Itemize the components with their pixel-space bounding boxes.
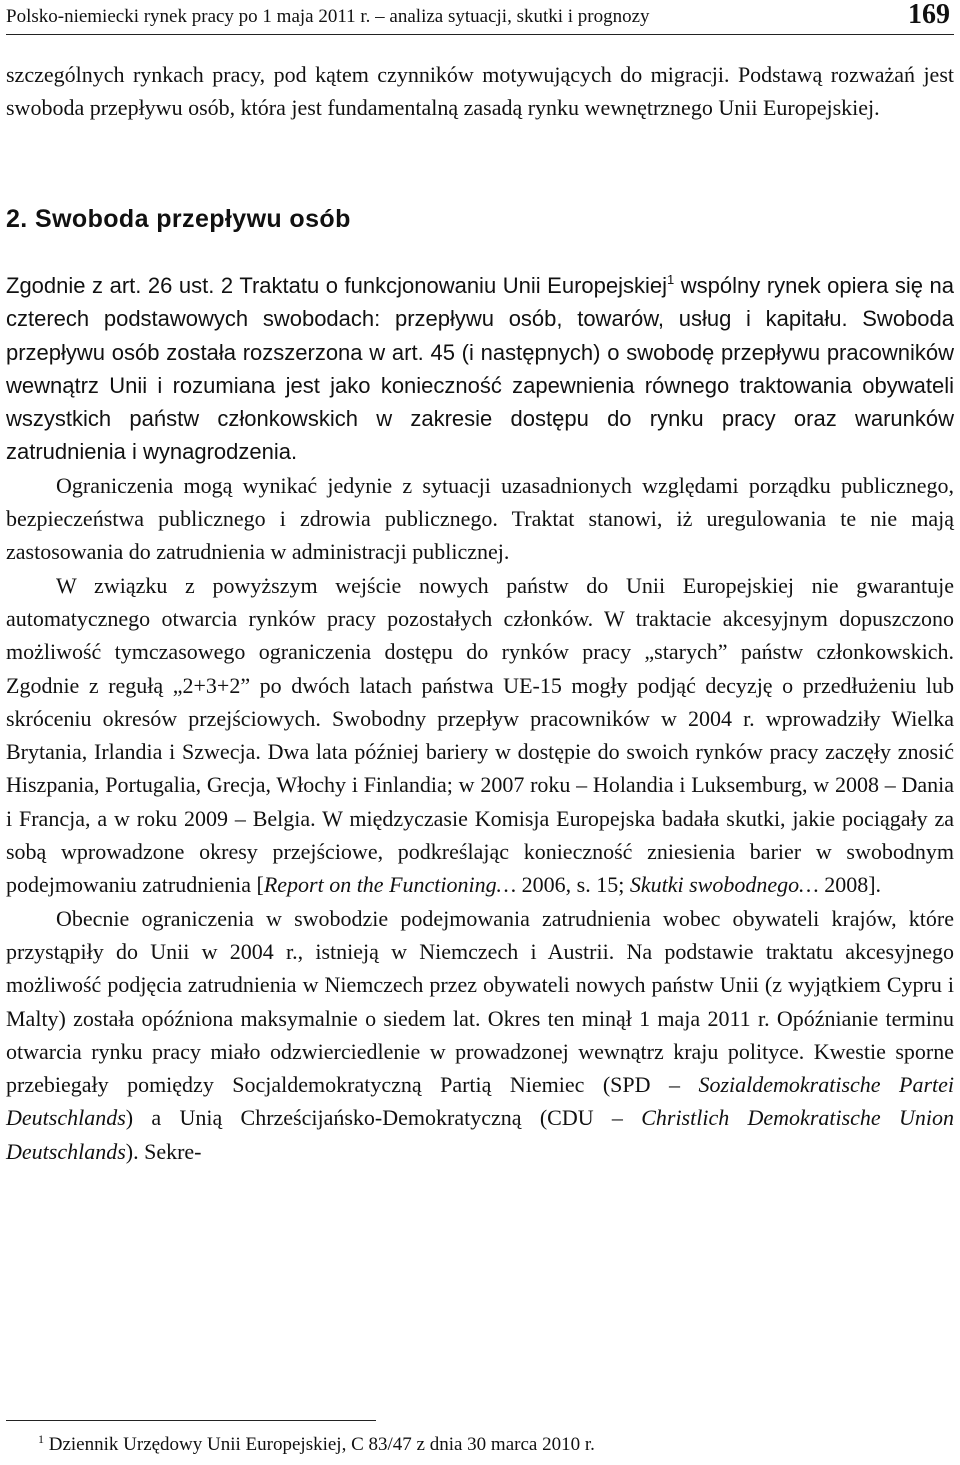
citation-skutki: Skutki swobodnego… — [629, 872, 819, 898]
footnote — [38, 1432, 938, 1458]
footnote-marker: 1 — [38, 1432, 44, 1446]
section-heading: 2. Swoboda przepływu osób — [6, 205, 351, 233]
running-title: Polsko-niemiecki rynek pracy po 1 maja 2011 r. – analiza sytuacji, skutki i prognozy — [6, 6, 650, 27]
intro-paragraph-block — [6, 58, 954, 125]
page-header — [6, 0, 954, 35]
footnote-ref: 1 — [667, 272, 675, 287]
paragraph-2: Ograniczenia mogą wynikać jedynie z sytuacji uzasadnionych względami porządku publicznego, bezpieczeństwa publicznego i zdrowia publicznego. Traktat stanowi, iż uregulowania te nie mają zastosowania do zatrudnienia w administracji publicznej. — [6, 472, 954, 565]
footnote-text: Dziennik Urzędowy Unii Europejskiej, C 83/47 z dnia 30 marca 2010 r. — [44, 1434, 595, 1455]
citation-report: Report on the Functioning… — [263, 872, 517, 898]
intro-paragraph: szczególnych rynkach pracy, pod kątem czynników motywujących do migracji. Podstawą rozważań jest swoboda przepływu osób, która jest fundamentalną zasadą rynku wewnętrznego Unii Europejskiej. — [6, 62, 954, 121]
paragraph-1: Zgodnie z art. 26 ust. 2 Traktatu o funkcjonowaniu Unii Europejskiej$^1$ wspólny rynek opiera się na czterech podstawowych swobodach: przepływu osób, towarów, usług i kapitału. Swoboda przepływu osób została rozszerzona w art. 45 (i następnych) o swobodę przepływu pracowników wewnątrz Unii i rozumiana jest jako konieczność zapewnienia równego traktowania obywateli wszystkich państw członkowskich w zakresie dostępu do rynku pracy oraz warunków zatrudnienia i wynagrodzenia. — [6, 272, 954, 465]
section-body — [6, 269, 954, 1168]
page-number: 169 — [908, 0, 950, 30]
cdu-full-name: Christlich Demokratische Union Deutschlands — [6, 1105, 954, 1164]
paragraph-3: W związku z powyższym wejście nowych państw do Unii Europejskiej nie gwarantuje automatycznego otwarcia rynków pracy pozostałych członków. W traktacie akcesyjnym dopuszczono możliwość tymczasowego ograniczenia dostępu do rynków pracy „starych” państw członkowskich. Zgodnie z regułą „2+3+2” po dwóch latach państwa UE-15 mogły podjąć decyzję o przedłużeniu lub skróceniu okresów przejściowych. Swobodny przepływ pracowników w 2004 r. wprowadziły Wielka Brytania, Irlandia i Szwecja. Dwa lata później bariery w dostępie do swoich rynków pracy zaczęły znosić Hiszpania, Portugalia, Grecja, Włochy i Finlandia; w 2007 roku – Holandia i Luksemburg, w 2008 – Dania i Francja, a w roku 2009 – Belgia. W międzyczasie Komisja Europejska badała skutki, jakie pociągały za sobą wprowadzone okresy przejściowe, podkreślając konieczność zniesienia barier w swobodnym podejmowaniu zatrudnienia [Report on the Functioning… 2006, s. 15; Skutki swobodnego… 2008]. — [6, 572, 954, 898]
paragraph-4: Obecnie ograniczenia w swobodzie podejmowania zatrudnienia wobec obywateli krajów, które przystąpiły do Unii w 2004 r., istnieją w Niemczech i Austrii. Na podstawie traktatu akcesyjnego możliwość podjęcia zatrudnienia w Niemczech przez obywateli nowych państw Unii (z wyjątkiem Cypru i Malty) została opóźniona maksymalnie o siedem lat. Okres ten minął 1 maja 2011 r. Opóźnianie terminu otwarcia rynku pracy miało odzwierciedlenie w prowadzonej wewnątrz kraju polityce. Kwestie sporne przebiegały pomiędzy Socjaldemokratyczną Partią Niemiec (SPD – Sozialdemokratische Partei Deutschlands) a Unią Chrześcijańsko-Demokratyczną (CDU – Christlich Demokratische Union Deutschlands). Sekre- — [6, 905, 954, 1164]
footnote-divider — [6, 1420, 376, 1421]
spd-full-name: Sozialdemokratische Partei Deutschlands — [6, 1072, 954, 1131]
